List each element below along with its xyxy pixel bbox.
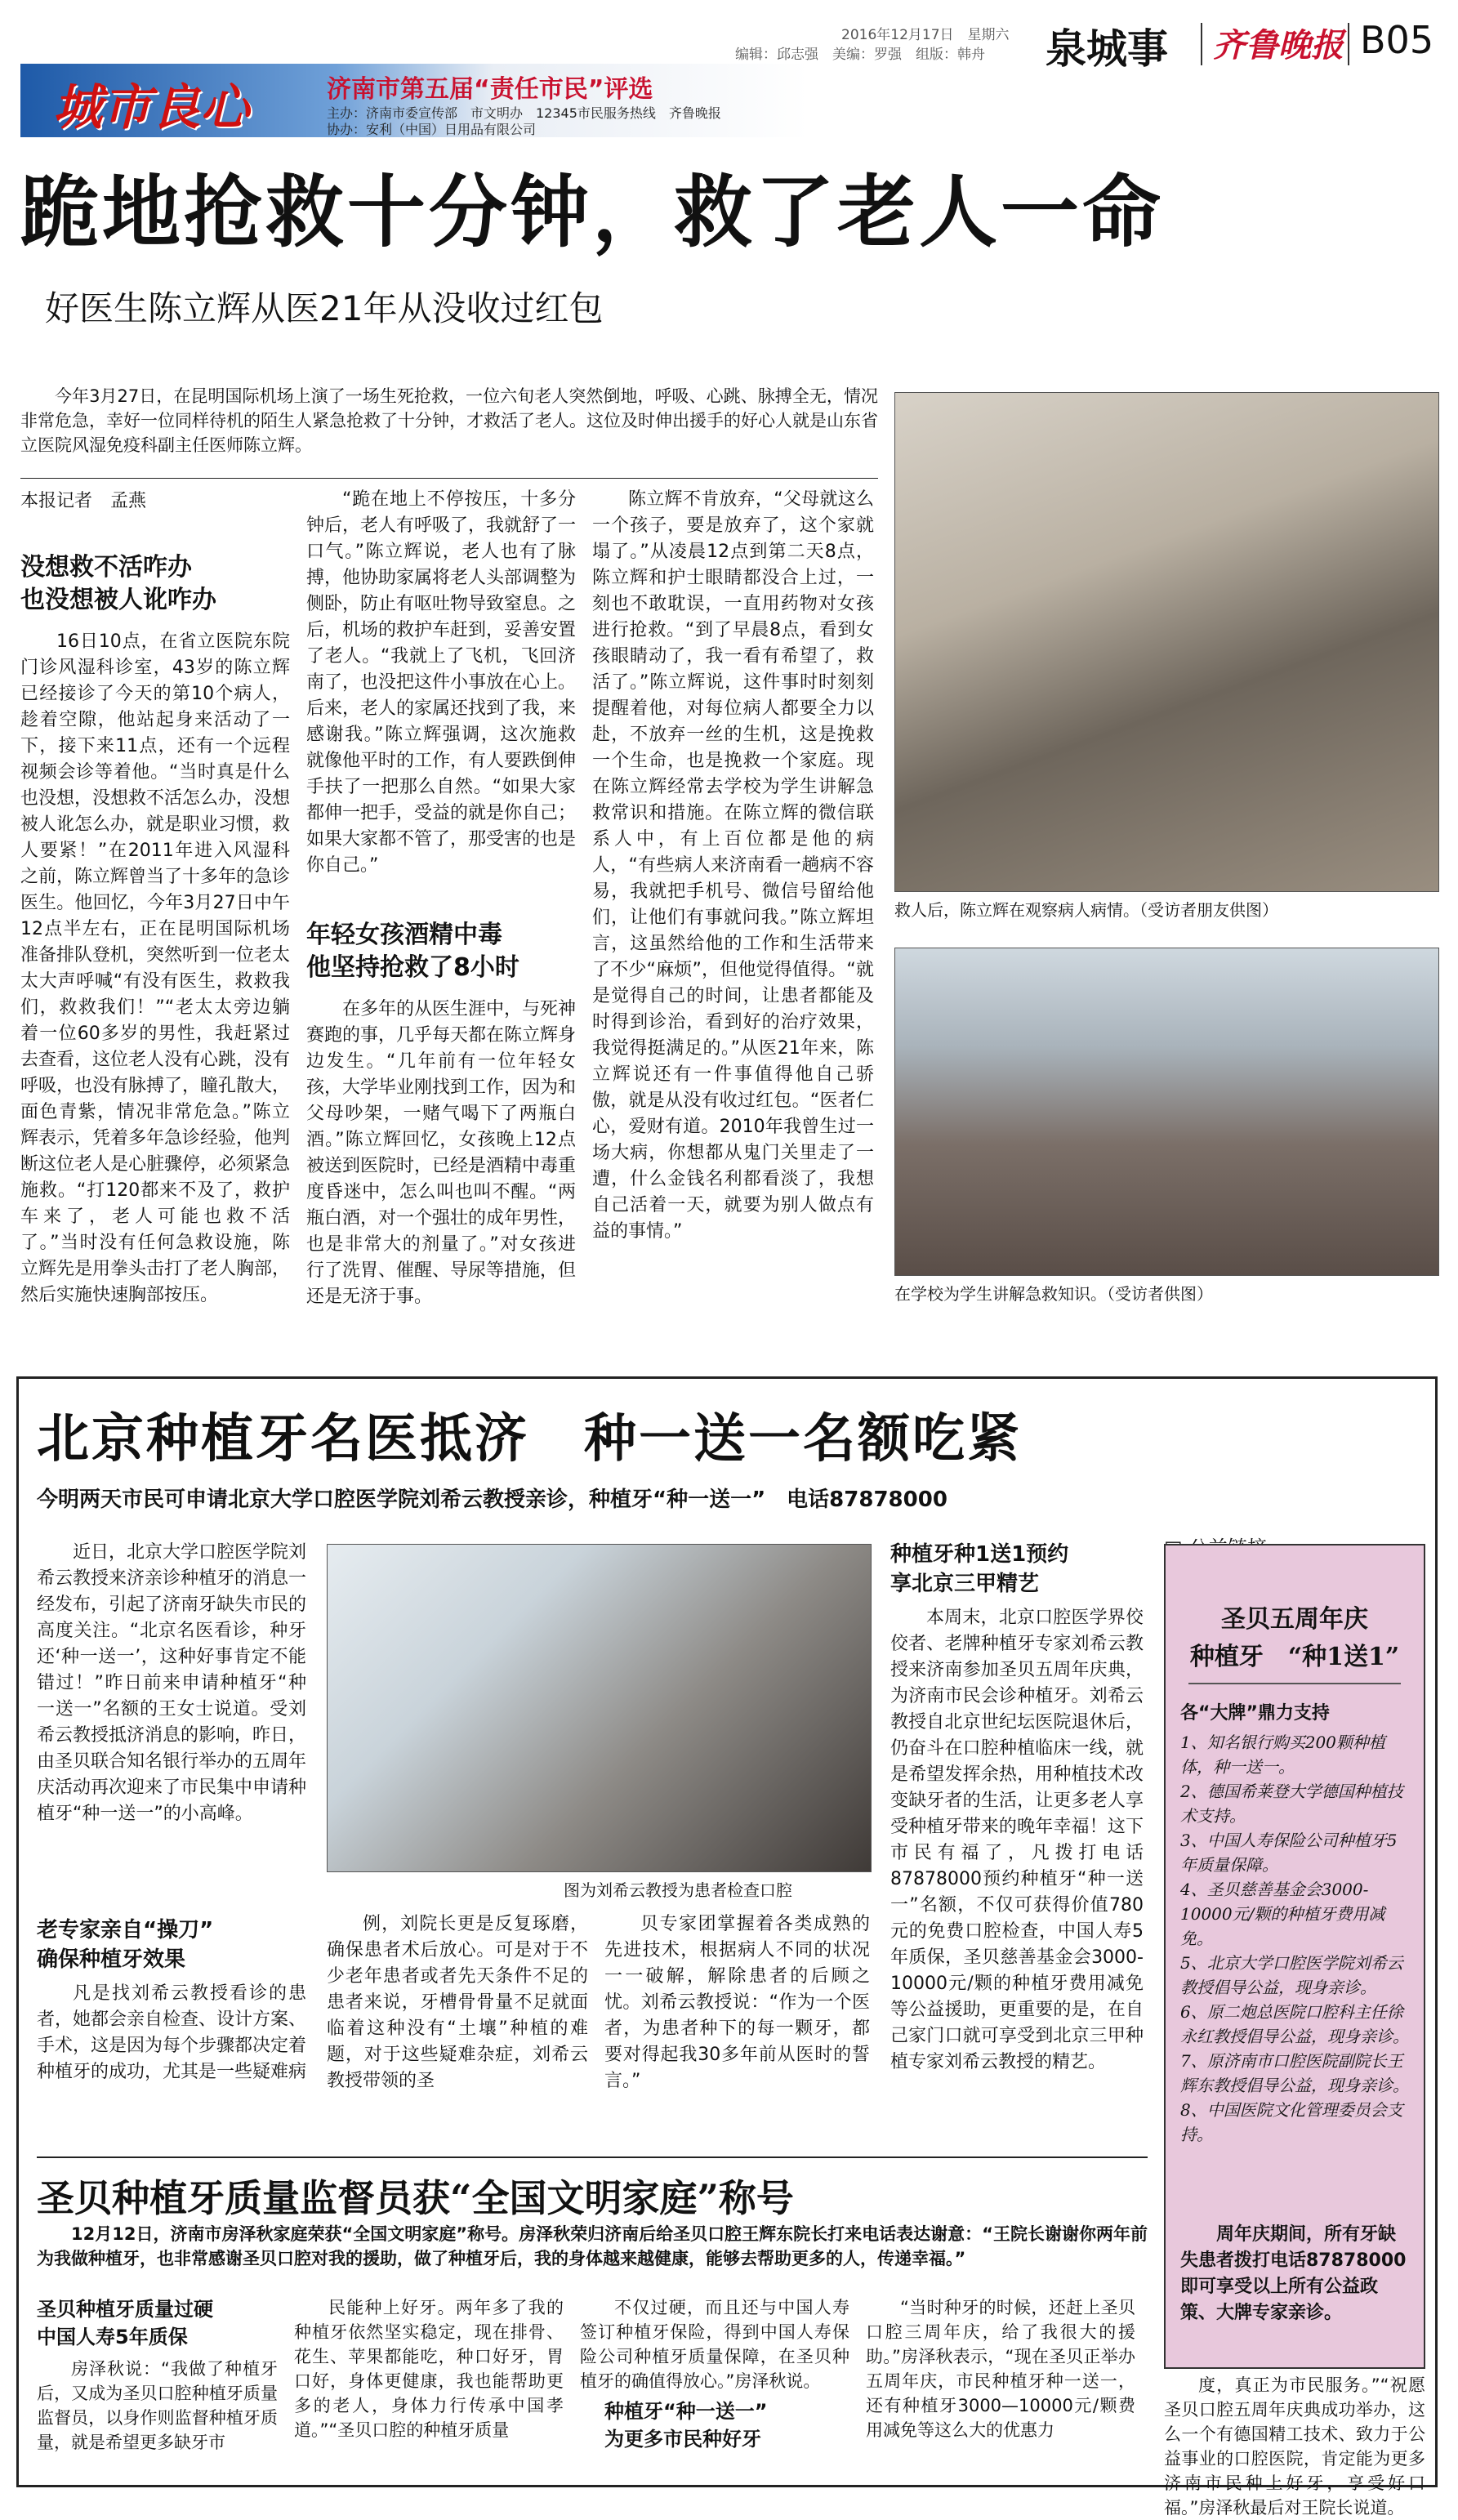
sidebar-item: 5、北京大学口腔医学院刘希云教授倡导公益，现身亲诊。	[1180, 1953, 1403, 1997]
dentist-photo	[327, 1544, 872, 1872]
sidebar-rule	[1188, 1683, 1401, 1684]
lead-column-2b: 在多年的从医生涯中，与死神赛跑的事，几乎每天都在陈立辉身边发生。“几年前有一位年轻女孩，大学毕业刚找到工作，因为和父母吵架，一赌气喝下了两瓶白酒。”陈立辉回忆，女孩晚上12点被送到医院时，已经是酒精中毒重度昏迷中，怎么叫也叫不醒。“两瓶白酒，对一个强壮的成年男性，也是非常大的剂量了。”对女孩进行了洗胃、催醒、导尿等措施，但还是无济于事。	[306, 999, 577, 1307]
sidebar-item: 6、原二炮总医院口腔科主任徐永红教授倡导公益，现身亲诊。	[1180, 2002, 1409, 2046]
banner-title: 济南市第五届“责任市民”评选	[327, 75, 653, 104]
sidebar-title: 圣贝五周年庆 种植牙 “种1送1”	[1189, 1605, 1400, 1671]
ad-subheading-1: 老专家亲自“操刀” 确保种植牙效果	[37, 1918, 214, 1972]
banner-organizers: 主办：济南市委宣传部 市文明办 12345市民服务热线 齐鲁晚报	[327, 105, 721, 121]
lead-subhead: 好医生陈立辉从医21年从没收过红包	[45, 288, 604, 328]
intro-rule	[20, 478, 878, 479]
sidebar-item: 4、圣贝慈善基金会3000-10000元/颗的种植牙费用减免。	[1180, 1880, 1385, 1948]
paper-logo: 齐鲁晚报	[1213, 26, 1344, 65]
banner-logo: 城市良心	[53, 79, 249, 136]
story2-column-5: 度，真正为市民服务。”“祝愿圣贝口腔五周年庆典成功举办，这么一个有德国精工技术、致力于公益事业的口腔医院，肯定能为更多济南市民种上好牙，享受好口福。”房泽秋最后对王院长说道。	[1164, 2375, 1425, 2518]
story2-column-3: 不仅过硬，而且还与中国人寿签订种植牙保险，得到中国人寿保险公司种植牙质量保障，在圣贝种植牙的确值得放心。”房泽秋说。	[580, 2298, 849, 2391]
sidebar-item: 7、原济南市口腔医院副院长王辉东教授倡导公益，现身亲诊。	[1180, 2051, 1409, 2095]
lead-headline: 跪地抢救十分钟，救了老人一命	[20, 166, 1164, 258]
ad-column-1b: 凡是找刘希云教授看诊的患者，她都会亲自检查、设计方案、手术，这是因为每个步骤都决定着种植牙的成功，尤其是一些疑难病	[37, 1983, 307, 2082]
editor-credits: 编辑：邱志强 美编：罗强 组版：韩舟	[735, 47, 985, 63]
sidebar-item: 8、中国医院文化管理委员会支持。	[1180, 2100, 1403, 2144]
sidebar-item: 2、德国希莱登大学德国种植技术支持。	[1180, 1782, 1403, 1826]
story2-headline: 圣贝种植牙质量监督员获“全国文明家庭”称号	[37, 2176, 794, 2220]
section-name: 泉城事	[1046, 25, 1168, 73]
dentist-photo-caption: 图为刘希云教授为患者检查口腔	[564, 1880, 792, 1900]
story2-column-4: “当时种牙的时候，还赶上圣贝口腔三周年庆，给了我很大的援助。”房泽秋表示，“现在圣贝正举办五周年庆，市民种植牙种一送一，还有种植牙3000—10000元/颗费用减免等这么大的优惠力	[866, 2298, 1135, 2440]
byline: 本报记者 孟燕	[20, 491, 147, 511]
rescue-photo-caption: 救人后，陈立辉在观察病人病情。（受访者朋友供图）	[894, 900, 1278, 920]
story2-column-1: 房泽秋说：“我做了种植牙后，又成为圣贝口腔种植牙质量监督员，以身作则监督种植牙质量，就是希望更多缺牙市	[37, 2359, 278, 2452]
header-divider	[1201, 23, 1202, 65]
ad-column-4: 本周末，北京口腔医学界佼佼者、老牌种植牙专家刘希云教授来济南参加圣贝五周年庆典，为济南市民会诊种植牙。刘希云教授自北京世纪坛医院退休后，仍奋斗在口腔种植临床一线，就是希望发挥余热，用种植技术改变缺牙者的生活，让更多老人享受种植牙带来的晚年幸福！这下市民有福了，凡拨打电话87878000预约种植牙“种一送一”名额，不仅可获得价值780元的免费口腔检查，中国人寿5年质保，圣贝慈善基金会3000-10000元/颗的种植牙费用减免等公益援助，更重要的是，在自己家门口就可享受到北京三甲种植专家刘希云教授的精艺。	[890, 1608, 1144, 2072]
ad-column-3: 贝专家团掌握着各类成熟的先进技术，根据病人不同的状况一一破解，解除患者的后顾之忧。刘希云教授说：“作为一个医者，为患者种下的每一颗牙，都要对得起我30多年前从医时的誓言。”	[604, 1914, 870, 2091]
lead-column-3: 陈立辉不肯放弃，“父母就这么一个孩子，要是放弃了，这个家就塌了。”从凌晨12点到第二天8点，陈立辉和护士眼睛都没合上过，一刻也不敢耽误，一直用药物对女孩进行抢救。“到了早晨8点，看到女孩眼睛动了，我一看有希望了，救活了。”陈立辉说，这件事时时刻刻提醒着他，对每位病人都要全力以赴，不放弃一丝的生机，这是挽救一个生命，也是挽救一个家庭。现在陈立辉经常去学校为学生讲解急救常识和措施。在陈立辉的微信联系人中，有上百位都是他的病人，“有些病人来济南看一趟病不容易，我就把手机号、微信号留给他们，让他们有事就问我。”陈立辉坦言，这虽然给他的工作和生活带来了不少“麻烦”，但他觉得值得。“就是觉得自己的时间，让患者都能及时得到诊治，看到好的治疗效果，我觉得挺满足的。”从医21年来，陈立辉说还有一件事值得他自己骄傲，就是从没有收过红包。“医者仁心，爱财有道。2010年我曾生过一场大病，你想都从鬼门关里走了一遭，什么金钱名利都看淡了，我想自己活着一天，就要为别人做点有益的事情。”	[592, 489, 874, 1242]
sidebar-item: 1、知名银行购买200颗种植体，种一送一。	[1180, 1733, 1385, 1777]
subheading-1: 没想救不活咋办 也没想被人讹咋办	[20, 553, 216, 614]
lead-intro: 今年3月27日，在昆明国际机场上演了一场生死抢救，一位六旬老人突然倒地，呼吸、心跳、脉搏全无，情况非常危急，幸好一位同样待机的陌生人紧急抢救了十分钟，才救活了老人。这位及时伸出援手的好心人就是山东省立医院风湿免疫科副主任医师陈立辉。	[20, 386, 878, 455]
lead-column-2a: “跪在地上不停按压，十多分钟后，老人有呼吸了，我就舒了一口气。”陈立辉说，老人也有了脉搏，他协助家属将老人头部调整为侧卧，防止有呕吐物导致窒息。之后，机场的救护车赶到，妥善安置了老人。“我就上了飞机，飞回济南了，也没把这件小事放在心上。后来，老人的家属还找到了我，来感谢我。”陈立辉强调，这次施救就像他平时的工作，有人要跌倒伸手扶了一把那么自然。“如果大家都伸一把手，受益的就是你自己；如果大家都不管了，那受害的也是你自己。”	[306, 489, 577, 876]
story2-subheading-1: 圣贝种植牙质量过硬 中国人寿5年质保	[37, 2298, 213, 2348]
classroom-photo-caption: 在学校为学生讲解急救知识。（受访者供图）	[894, 1284, 1213, 1304]
ad-subline: 今明两天市民可申请北京大学口腔医学院刘希云教授亲诊，种植牙“种一送一” 电话87878000	[37, 1487, 947, 1512]
sidebar-heading: 各“大牌”鼎力支持	[1180, 1703, 1330, 1724]
story2-subheading-2: 种植牙“种一送一” 为更多市民种好牙	[604, 2400, 768, 2451]
sidebar-list	[1180, 1730, 1413, 2147]
story2-rule	[37, 2156, 1148, 2158]
story2-column-2: 民能种上好牙。两年多了我的种植牙依然坚实稳定，现在排骨、花生、苹果都能吃，种口好牙，胃口好，身体更健康，我也能帮助更多的老人，身体力行传承中国孝道。”“圣贝口腔的种植牙质量	[294, 2298, 564, 2440]
ad-subheading-2: 种植牙种1送1预约 享北京三甲精艺	[890, 1542, 1069, 1596]
rescue-photo	[894, 392, 1439, 892]
sidebar-item: 3、中国人寿保险公司种植牙5年质量保障。	[1180, 1831, 1398, 1875]
classroom-photo	[894, 948, 1439, 1276]
ad-column-2: 例，刘院长更是反复琢磨，确保患者术后放心。可是对于不少老年患者或者先天条件不足的患者来说，牙槽骨骨量不足就面临着这种没有“土壤”种植的难题，对于这些疑难杂症，刘希云教授带领的圣	[327, 1914, 588, 2091]
story2-intro: 12月12日，济南市房泽秋家庭荣获“全国文明家庭”称号。房泽秋荣归济南后给圣贝口腔王辉东院长打来电话表达谢意：“王院长谢谢你两年前为我做种植牙，也非常感谢圣贝口腔对我的援助，做了种植牙后，我的身体越来越健康，能够去帮助更多的人，传递幸福。”	[37, 2224, 1148, 2268]
subheading-2: 年轻女孩酒精中毒 他坚持抢救了8小时	[306, 921, 519, 982]
sidebar-footer: 周年庆期间，所有牙缺失患者拨打电话87878000即可享受以上所有公益政策、大牌专家亲诊。	[1180, 2224, 1407, 2323]
ad-headline: 北京种植牙名医抵济 种一送一名额吃紧	[37, 1408, 1022, 1470]
header-divider-2	[1348, 23, 1349, 65]
campaign-banner	[20, 64, 809, 137]
page-number: B05	[1360, 18, 1434, 62]
issue-date: 2016年12月17日 星期六	[841, 27, 1010, 43]
lead-column-1: 16日10点，在省立医院东院门诊风湿科诊室，43岁的陈立辉已经接诊了今天的第10个病人，趁着空隙，他站起身来活动了一下，接下来11点，还有一个远程视频会诊等着他。“当时真是什么也没想，没想救不活怎么办，没想被人讹怎么办，就是职业习惯，救人要紧！”在2011年进入风湿科之前，陈立辉曾当了十多年的急诊医生。他回忆，今年3月27日中午12点半左右，正在昆明国际机场准备排队登机，突然听到一位老太太大声呼喊“有没有医生，救救我们，救救我们！”“老太太旁边躺着一位60多岁的男性，我赶紧过去查看，这位老人没有心跳，没有呼吸，也没有脉搏了，瞳孔散大，面色青紫，情况非常危急。”陈立辉表示，凭着多年急诊经验，他判断这位老人是心脏骤停，必须紧急施救。“打120都来不及了，救护车来了，老人可能也救不活了。”当时没有任何急救设施，陈立辉先是用拳头击打了老人胸部，然后实施快速胸部按压。	[20, 631, 291, 1305]
banner-co-organizers: 协办：安利（中国）日用品有限公司	[327, 122, 537, 137]
ad-column-1: 近日，北京大学口腔医学院刘希云教授来济亲诊种植牙的消息一经发布，引起了济南牙缺失市民的高度关注。“北京名医看诊，种牙还‘种一送一’，这种好事肯定不能错过！”昨日前来申请种植牙“种一送一”名额的王女士说道。受刘希云教授抵济消息的影响，昨日，由圣贝联合知名银行举办的五周年庆活动再次迎来了市民集中申请种植牙“种一送一”的小高峰。	[37, 1542, 307, 1824]
